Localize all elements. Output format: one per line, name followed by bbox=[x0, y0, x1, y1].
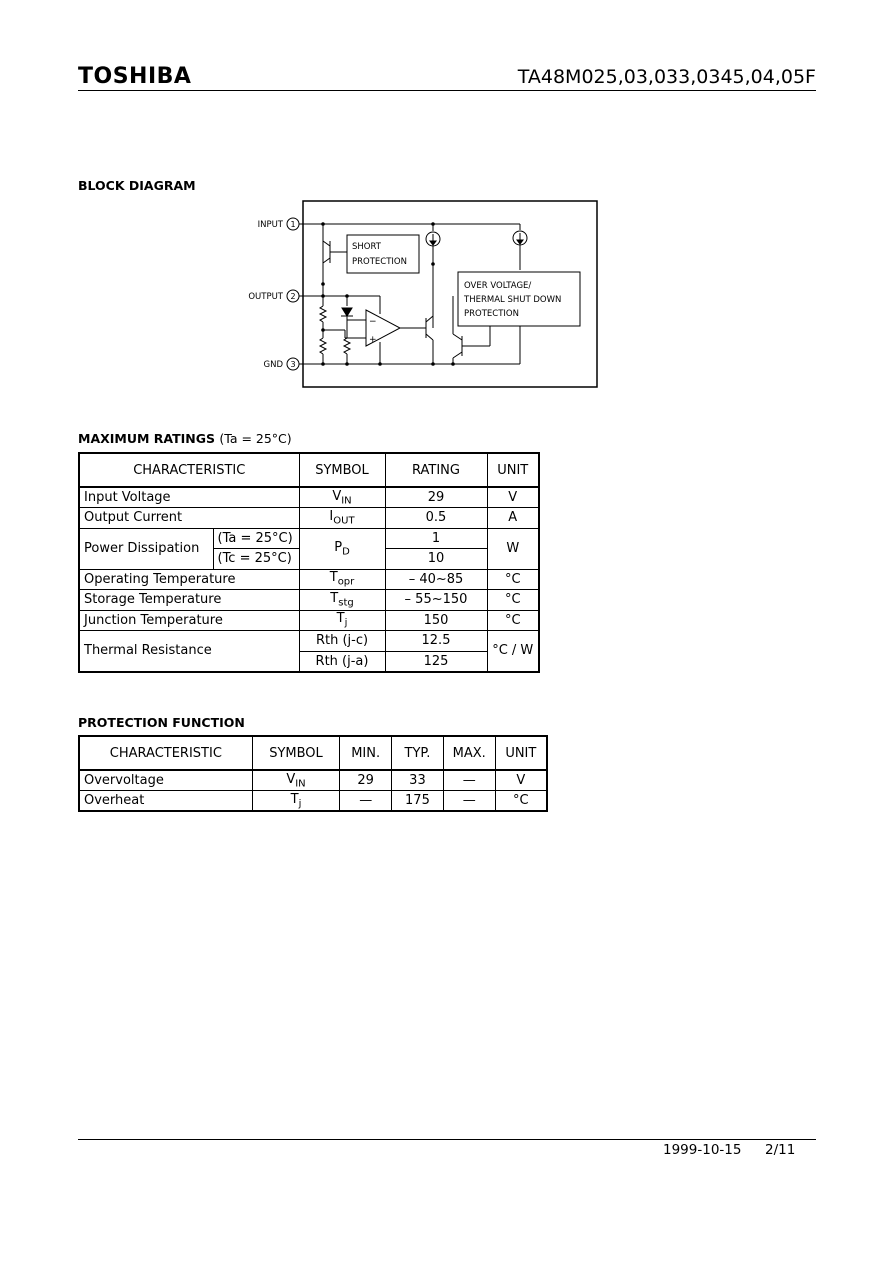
row-unit: W bbox=[487, 528, 539, 569]
row-typ: 175 bbox=[392, 791, 444, 812]
col-symbol: SYMBOL bbox=[252, 736, 340, 770]
row-rating: 12.5 bbox=[385, 631, 487, 652]
row-rating: 125 bbox=[385, 651, 487, 672]
row-name: Output Current bbox=[79, 508, 299, 529]
pin-number-3: 3 bbox=[290, 360, 296, 369]
max-ratings-title bbox=[78, 431, 292, 446]
pin-number-2: 2 bbox=[290, 292, 296, 301]
row-name: Power Dissipation bbox=[79, 528, 213, 569]
protection-table bbox=[78, 735, 548, 812]
row-rating: 10 bbox=[385, 549, 487, 570]
table-row bbox=[79, 487, 539, 508]
row-rating: 150 bbox=[385, 610, 487, 631]
table-header-row bbox=[79, 453, 539, 487]
table-row bbox=[79, 508, 539, 529]
row-max: — bbox=[443, 791, 495, 812]
protection-title: PROTECTION FUNCTION bbox=[78, 715, 245, 730]
opamp-minus: − bbox=[369, 317, 377, 327]
col-min: MIN. bbox=[340, 736, 392, 770]
col-symbol: SYMBOL bbox=[299, 453, 385, 487]
row-min: 29 bbox=[340, 770, 392, 791]
row-name: Overvoltage bbox=[79, 770, 252, 791]
max-ratings-condition: (Ta = 25°C) bbox=[219, 431, 292, 446]
block-diagram bbox=[240, 198, 600, 390]
ovp-line3: PROTECTION bbox=[464, 309, 519, 319]
ovp-line1: OVER VOLTAGE/ bbox=[464, 281, 532, 291]
row-unit: °C bbox=[495, 791, 547, 812]
col-unit: UNIT bbox=[495, 736, 547, 770]
col-characteristic: CHARACTERISTIC bbox=[79, 453, 299, 487]
row-unit: °C bbox=[487, 569, 539, 590]
row-rating: – 40~85 bbox=[385, 569, 487, 590]
row-symbol: $T_{opr}$ bbox=[299, 569, 385, 590]
ovp-line2: THERMAL SHUT DOWN bbox=[464, 295, 562, 305]
row-unit: °C bbox=[487, 610, 539, 631]
footer-page-number: 2/11 bbox=[765, 1142, 796, 1158]
table-row bbox=[79, 569, 539, 590]
table-row bbox=[79, 791, 547, 812]
row-condition: (Ta = 25°C) bbox=[213, 528, 299, 549]
row-rating: – 55~150 bbox=[385, 590, 487, 611]
row-rating: 1 bbox=[385, 528, 487, 549]
table-row bbox=[79, 528, 539, 549]
row-rating: 0.5 bbox=[385, 508, 487, 529]
row-unit: °C / W bbox=[487, 631, 539, 672]
max-ratings-table bbox=[78, 452, 540, 673]
col-rating: RATING bbox=[385, 453, 487, 487]
table-row bbox=[79, 770, 547, 791]
pin-label-output: OUTPUT bbox=[248, 292, 283, 302]
row-name: Input Voltage bbox=[79, 487, 299, 508]
row-typ: 33 bbox=[392, 770, 444, 791]
pin-label-gnd: GND bbox=[263, 360, 283, 370]
row-symbol: $T_j$ bbox=[299, 610, 385, 631]
col-unit: UNIT bbox=[487, 453, 539, 487]
col-max: MAX. bbox=[443, 736, 495, 770]
row-name: Storage Temperature bbox=[79, 590, 299, 611]
block-diagram-title: BLOCK DIAGRAM bbox=[78, 178, 196, 193]
table-row bbox=[79, 610, 539, 631]
row-symbol: $T_j$ bbox=[252, 791, 340, 812]
short-protection-line1: SHORT bbox=[352, 242, 381, 252]
opamp-plus: + bbox=[369, 335, 377, 345]
row-name: Junction Temperature bbox=[79, 610, 299, 631]
row-name: Overheat bbox=[79, 791, 252, 812]
brand-logo: TOSHIBA bbox=[78, 64, 192, 89]
row-unit: A bbox=[487, 508, 539, 529]
row-symbol: $I_{OUT}$ bbox=[299, 508, 385, 529]
footer-date: 1999-10-15 bbox=[663, 1142, 742, 1158]
pin-label-input: INPUT bbox=[257, 220, 283, 230]
footer-divider bbox=[78, 1139, 816, 1140]
row-symbol: $V_{IN}$ bbox=[299, 487, 385, 508]
row-max: — bbox=[443, 770, 495, 791]
row-unit: V bbox=[487, 487, 539, 508]
row-symbol: $T_{stg}$ bbox=[299, 590, 385, 611]
row-unit: V bbox=[495, 770, 547, 791]
row-name: Thermal Resistance bbox=[79, 631, 299, 672]
row-rating: 29 bbox=[385, 487, 487, 508]
row-symbol: $V_{IN}$ bbox=[252, 770, 340, 791]
row-min: — bbox=[340, 791, 392, 812]
row-symbol: Rth (j-a) bbox=[299, 651, 385, 672]
row-condition: (Tc = 25°C) bbox=[213, 549, 299, 570]
pin-number-1: 1 bbox=[290, 220, 296, 229]
row-symbol: $P_D$ bbox=[299, 528, 385, 569]
short-protection-line2: PROTECTION bbox=[352, 257, 407, 267]
col-characteristic: CHARACTERISTIC bbox=[79, 736, 252, 770]
table-row bbox=[79, 631, 539, 652]
row-unit: °C bbox=[487, 590, 539, 611]
table-row bbox=[79, 590, 539, 611]
header-divider bbox=[78, 90, 816, 91]
row-name: Operating Temperature bbox=[79, 569, 299, 590]
max-ratings-title-text: MAXIMUM RATINGS bbox=[78, 431, 216, 446]
table-header-row bbox=[79, 736, 547, 770]
part-numbers: TA48M025,03,033,0345,04,05F bbox=[517, 66, 816, 88]
col-typ: TYP. bbox=[392, 736, 444, 770]
row-symbol: Rth (j-c) bbox=[299, 631, 385, 652]
